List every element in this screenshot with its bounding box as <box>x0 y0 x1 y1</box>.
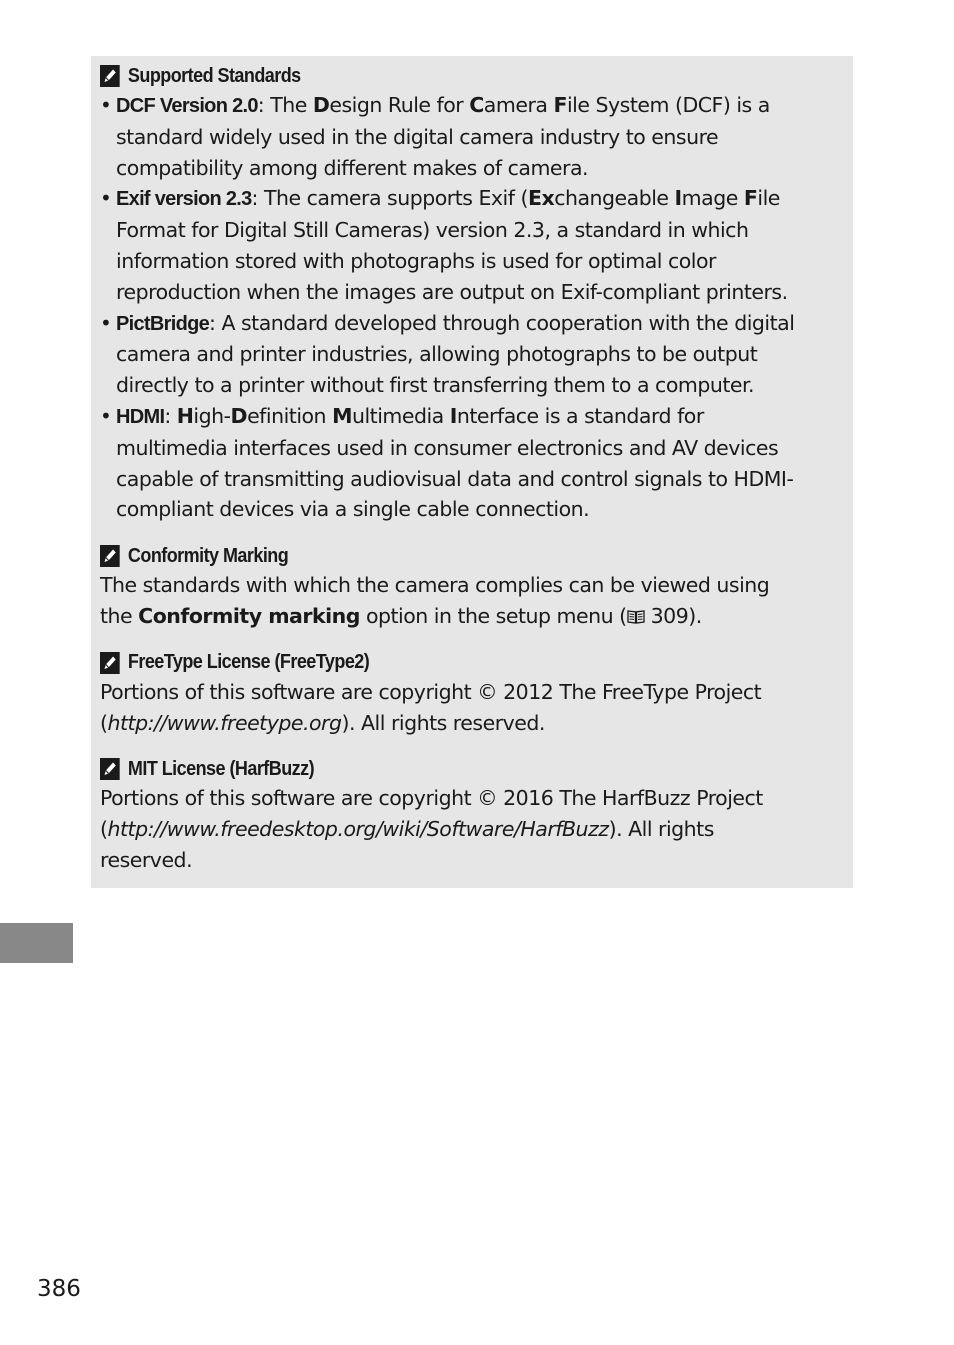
section-body <box>100 90 853 525</box>
text-run: mage <box>681 186 744 211</box>
bold-text: M <box>332 403 352 428</box>
text-run: 309). <box>644 603 702 628</box>
conformity-marking-section <box>100 542 853 632</box>
section-title: Conformity Marking <box>127 544 289 567</box>
text-run: : <box>164 403 177 428</box>
section-heading <box>100 62 778 90</box>
text-run: nterface is a standard for <box>456 403 704 428</box>
page-number: 386 <box>37 1276 81 1302</box>
bullet-item <box>100 183 853 307</box>
text-line <box>116 90 853 122</box>
bullet-item <box>100 401 853 525</box>
text-run: igh- <box>193 403 231 428</box>
mit-license-section <box>100 755 853 875</box>
bold-text: C <box>469 93 484 117</box>
bold-text: F <box>553 93 567 117</box>
text-line <box>116 122 853 153</box>
text-line <box>116 339 853 370</box>
text-run: Portions of this software are copyright © 2016 The HarfBuzz Project <box>100 786 763 811</box>
text-run: camera and printer industries, allowing photographs to be output <box>116 342 758 367</box>
bold-text: Conformity marking <box>138 603 360 628</box>
text-run: option in the setup menu ( <box>359 603 627 628</box>
section-title: MIT License (HarfBuzz) <box>127 757 315 780</box>
text-run: standard widely used in the digital camera industry to ensure <box>116 124 719 149</box>
standard-term: HDMI <box>116 405 165 428</box>
section-heading <box>100 755 778 783</box>
book-icon <box>627 609 645 624</box>
text-run: : A standard developed through cooperation with the digital <box>209 310 795 335</box>
text-run: efinition <box>247 403 333 428</box>
text-run: multimedia interfaces used in consumer electronics and AV devices <box>116 435 779 460</box>
text-line <box>116 215 853 246</box>
italic-text: http://www.freetype.org <box>107 710 342 735</box>
text-run: ile System (DCF) is a <box>566 93 770 117</box>
standard-term: Exif version 2.3 <box>116 188 252 211</box>
text-line <box>100 570 853 601</box>
pencil-note-icon <box>100 652 120 674</box>
text-line <box>116 464 853 495</box>
text-run: the <box>100 603 139 628</box>
bold-text: D <box>230 403 248 428</box>
text-run: ). All rights <box>608 817 714 842</box>
text-run: compliant devices via a single cable connection. <box>116 497 590 522</box>
text-run: ultimedia <box>351 403 450 428</box>
bullet-text <box>116 90 853 183</box>
bullet-text <box>116 401 853 525</box>
text-run: The standards with which the camera complies can be viewed using <box>100 573 770 598</box>
text-run: reserved. <box>100 847 193 872</box>
bold-text: I <box>449 403 457 428</box>
text-line <box>116 308 853 340</box>
text-line <box>100 677 853 708</box>
text-run: esign Rule for <box>329 93 470 117</box>
text-run: ). All rights reserved. <box>341 710 545 735</box>
text-line <box>100 601 853 632</box>
text-run: : The camera supports Exif ( <box>251 186 528 211</box>
text-line <box>100 814 853 845</box>
bullet-item <box>100 308 853 401</box>
text-line <box>116 183 853 215</box>
bold-text: H <box>176 403 194 428</box>
text-run: capable of transmitting audiovisual data and control signals to HDMI- <box>116 466 794 491</box>
section-title: FreeType License (FreeType2) <box>127 651 370 674</box>
text-run: information stored with photographs is used for optimal color <box>116 248 716 273</box>
text-line <box>100 845 853 876</box>
text-run: compatibility among different makes of camera. <box>116 155 589 180</box>
text-run: reproduction when the images are output on Exif-compliant printers. <box>116 279 788 304</box>
text-run: changeable <box>554 186 675 211</box>
chapter-tab <box>0 923 73 963</box>
section-body <box>100 783 853 875</box>
text-run: Portions of this software are copyright © 2012 The FreeType Project <box>100 679 762 704</box>
pencil-note-icon <box>100 65 120 87</box>
text-line <box>116 494 853 525</box>
bullet-item <box>100 90 853 183</box>
standard-term: DCF Version 2.0 <box>116 95 258 117</box>
text-line <box>100 708 853 739</box>
bold-text: Ex <box>527 186 555 211</box>
standard-term: PictBridge <box>116 312 210 335</box>
text-run: amera <box>483 93 554 117</box>
bold-text: D <box>312 93 330 117</box>
pencil-note-icon <box>100 545 120 567</box>
pencil-note-icon <box>100 758 120 780</box>
text-line <box>116 153 853 184</box>
bullet-text <box>116 308 853 401</box>
freetype-license-section <box>100 649 853 739</box>
text-line <box>116 433 853 464</box>
bold-text: I <box>674 186 682 211</box>
text-run: ( <box>100 710 108 735</box>
bold-text: F <box>743 186 758 211</box>
section-heading <box>100 649 778 677</box>
text-run: directly to a printer without first transferring them to a computer. <box>116 373 755 398</box>
bullet-text <box>116 183 853 307</box>
notes-panel <box>91 56 853 888</box>
italic-text: http://www.freedesktop.org/wiki/Software/HarfBuzz <box>107 817 609 842</box>
text-line <box>100 783 853 814</box>
text-line <box>116 401 853 433</box>
section-heading <box>100 542 778 570</box>
text-run: ile <box>757 186 780 211</box>
text-run: : The <box>257 93 313 117</box>
supported-standards-section <box>100 62 853 525</box>
section-body <box>100 570 853 632</box>
section-title: Supported Standards <box>127 64 301 87</box>
section-body <box>100 677 853 739</box>
text-line <box>116 246 853 277</box>
text-line <box>116 370 853 401</box>
text-run: ( <box>100 817 108 842</box>
text-line <box>116 277 853 308</box>
text-run: Format for Digital Still Cameras) version 2.3, a standard in which <box>116 218 749 243</box>
